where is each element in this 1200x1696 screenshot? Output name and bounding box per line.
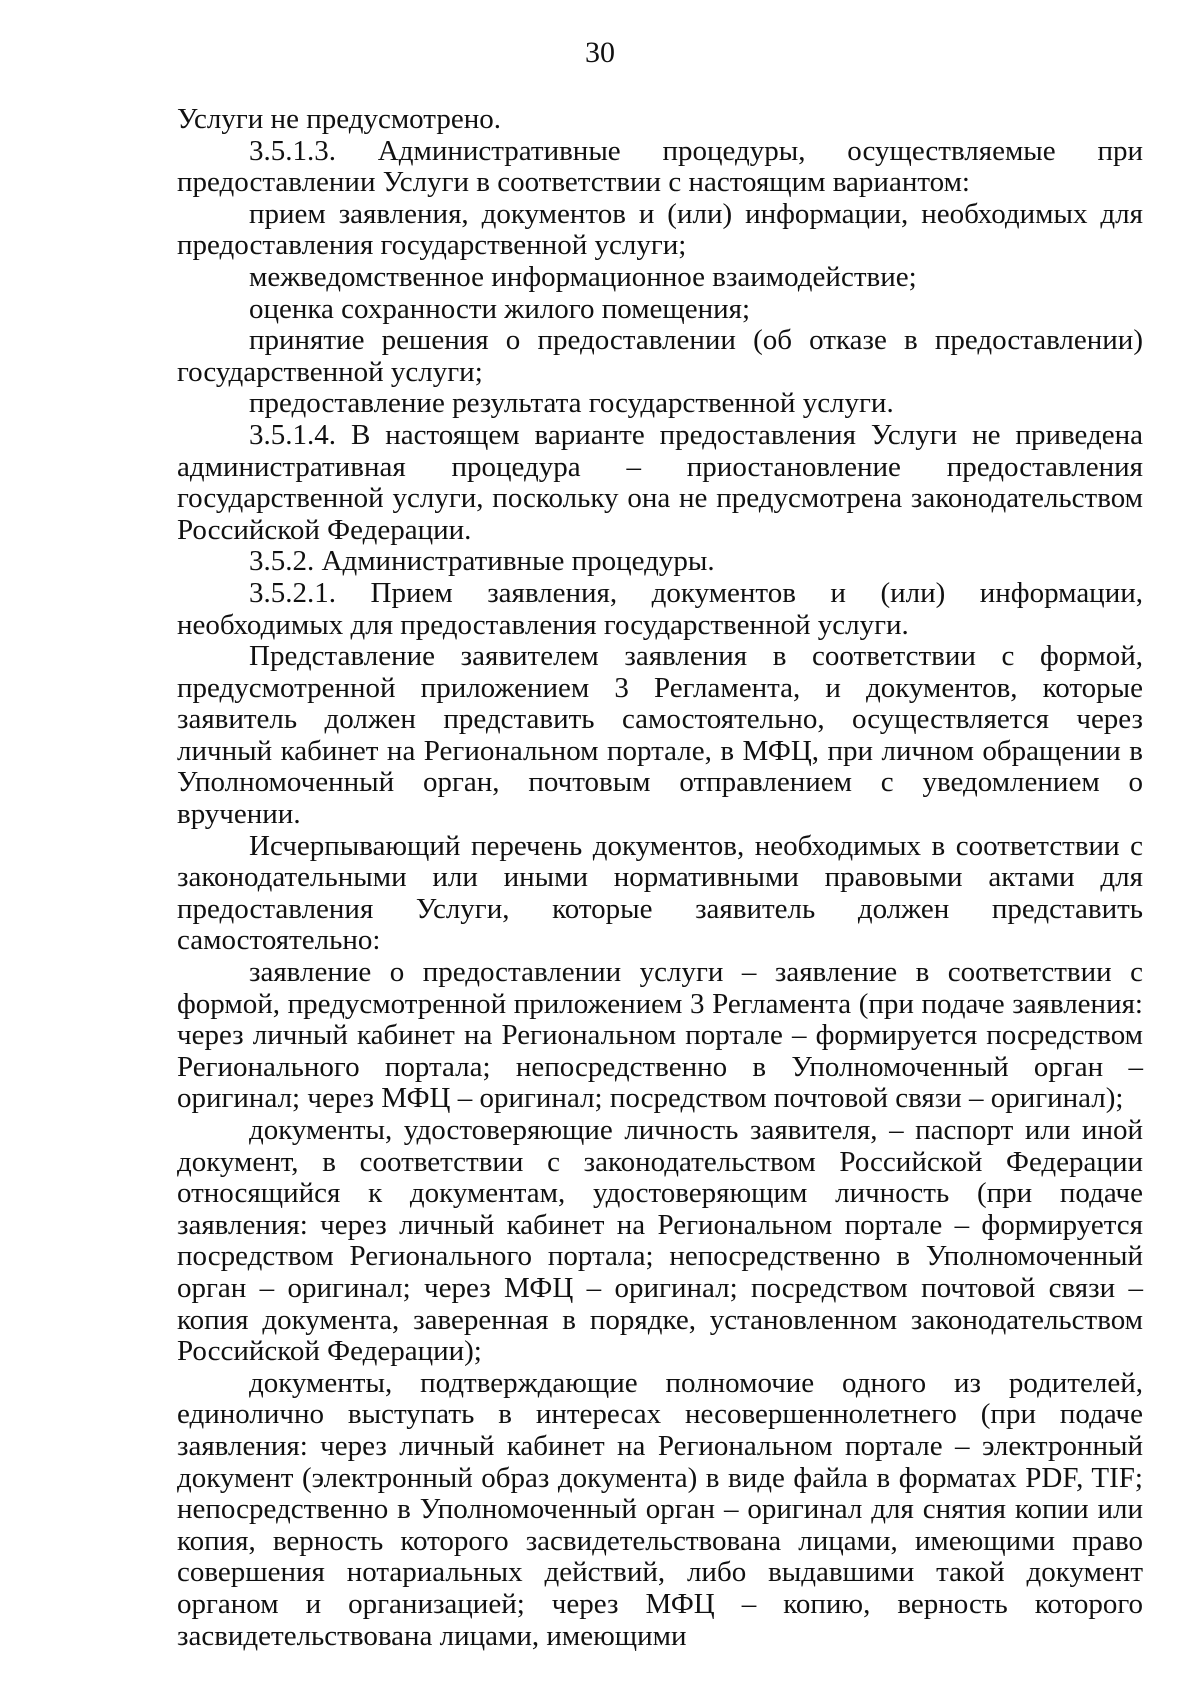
paragraph: 3.5.2.1. Прием заявления, документов и (или) информации, необходимых для предоставления государственной услуги.	[177, 576, 1143, 641]
paragraph: Представление заявителем заявления в соответствии с формой, предусмотренной приложением 3 Регламента, и документов, которые заявитель должен представить самостоятельно, осуществляется через личный кабинет на Региональном портале, в МФЦ, при личном обращении в Уполномоченный орган, почтовым отправлением с уведомлением о вручении.	[177, 640, 1143, 831]
paragraph: документы, удостоверяющие личность заявителя, – паспорт или иной документ, в соответствии с законодательством Российской Федерации относящийся к документам, удостоверяющим личность (при подаче заявления: через личный кабинет на Региональном портале – формируется посредством Регионального портала; непосредственно в Уполномоченный орган – оригинал; через МФЦ – оригинал; посредством почтовой связи – копия документа, заверенная в порядке, установленном законодательством Российской Федерации);	[177, 1114, 1143, 1368]
paragraph: Услуги не предусмотрено.	[177, 103, 501, 135]
page-number: 30	[585, 36, 615, 69]
paragraph: оценка сохранности жилого помещения;	[249, 292, 751, 325]
paragraph: прием заявления, документов и (или) информации, необходимых для предоставления государственной услуги;	[177, 197, 1143, 262]
paragraph: Исчерпывающий перечень документов, необходимых в соответствии с законодательными или иными нормативными правовыми актами для предоставления Услуги, которые заявитель должен представить самостоятельно:	[177, 829, 1143, 957]
paragraph: 3.5.1.4. В настоящем варианте предоставления Услуги не приведена административная процедура – приостановление предоставления государственной услуги, поскольку она не предусмотрена законодательством Российской Федерации.	[177, 418, 1143, 546]
body-text	[177, 104, 1143, 1652]
paragraph: предоставление результата государственной услуги.	[249, 387, 894, 420]
paragraph: 3.5.1.3. Административные процедуры, осуществляемые при предоставлении Услуги в соответствии с настоящим вариантом:	[177, 134, 1143, 199]
paragraph: межведомственное информационное взаимодействие;	[249, 260, 917, 293]
paragraph: принятие решения о предоставлении (об отказе в предоставлении) государственной услуги;	[177, 324, 1143, 388]
paragraph: документы, подтверждающие полномочие одного из родителей, единолично выступать в интересах несовершеннолетнего (при подаче заявления: через личный кабинет на Региональном портале – электронный документ (электронный образ документа) в виде файла в форматах PDF, TIF; непосредственно в Уполномоченный орган – оригинал для снятия копии или копия, верность которого засвидетельствована лицами, имеющими право совершения нотариальных действий, либо выдавшими такой документ органом и организацией; через МФЦ – копию, верность которого засвидетельствована лицами, имеющими	[177, 1366, 1143, 1652]
paragraph: заявление о предоставлении услуги – заявление в соответствии с формой, предусмотренной приложением 3 Регламента (при подаче заявления: через личный кабинет на Региональном портале – формируется посредством Регионального портала; непосредственно в Уполномоченный орган – оригинал; через МФЦ – оригинал; посредством почтовой связи – оригинал);	[177, 956, 1143, 1115]
paragraph: 3.5.2. Административные процедуры.	[249, 545, 715, 578]
